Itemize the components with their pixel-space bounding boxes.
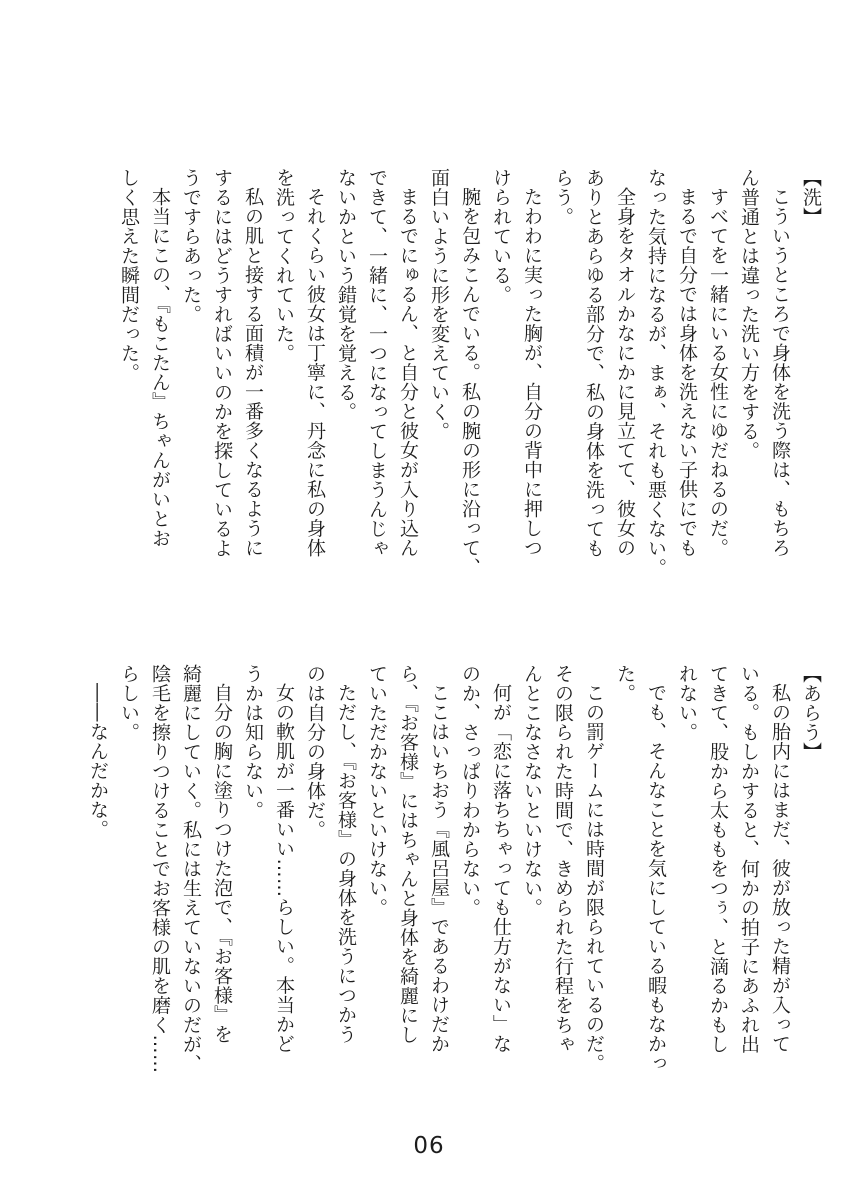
text-column: 自分の胸に塗りつけた泡で、『お客様』を: [211, 683, 233, 1044]
text-column: ないかという錯覚を覚える。: [335, 168, 357, 422]
text-column: ら、『お客様』にはちゃんと身体を綺麗にし: [397, 664, 419, 1045]
text-column: ――なんだかな。: [87, 683, 109, 839]
section-arau: [82, 664, 826, 1116]
text-column: うかは知らない。: [242, 664, 264, 820]
text-column: うですらあった。: [180, 168, 202, 324]
text-column: この罰ゲームには時間が限られているのだ。: [583, 683, 605, 1073]
text-column: ここはいちおう『風呂屋』であるわけだか: [428, 683, 450, 1054]
text-column: しく思えた瞬間だった。: [118, 168, 140, 383]
text-column: 綺麗にしていく。私には生えていないのだが、: [180, 664, 202, 1074]
text-column: たわわに実った胸が、自分の背中に押しつ: [521, 187, 543, 558]
text-column: のか、さっぱりわからない。: [459, 664, 481, 918]
text-column: 陰毛を擦りつけることでお客様の肌を磨く……: [149, 664, 171, 1074]
text-column: ていただかないといけない。: [366, 664, 388, 918]
text-column: すべてを一緒にいる女性にゆだねるのだ。: [707, 187, 729, 558]
text-column: 女の軟肌が一番いい……らしい。本当かど: [273, 683, 295, 1054]
text-column: らう。: [552, 168, 574, 227]
page-number: 06: [413, 1133, 445, 1159]
text-column: ん普通とは違った洗い方をする。: [738, 168, 760, 461]
section-heading: 【洗】: [800, 168, 822, 227]
text-column: その限られた時間で、きめられた行程をちゃ: [552, 664, 574, 1054]
text-column: するにはどうすればいいのかを探しているよ: [211, 168, 233, 558]
text-column: できて、一緒に、一つになってしまうんじゃ: [366, 168, 388, 558]
text-column: 腕を包みこんでいる。私の腕の形に沿って、: [459, 187, 481, 577]
section-heading: 【あらう】: [800, 664, 822, 762]
text-column: なった気持になるが、まぁ、それも悪くない。: [645, 168, 667, 578]
text-column: た。: [614, 664, 636, 703]
text-column: ただし、『お客様』の身体を洗うにつかう: [335, 683, 357, 1044]
text-column: 私の胎内にはまだ、彼が放った精が入って: [769, 683, 791, 1054]
text-column: れない。: [676, 664, 698, 742]
text-column: を洗ってくれていた。: [273, 168, 295, 363]
text-column: まるで自分では身体を洗えない子供にでも: [676, 187, 698, 558]
text-column: てきて、股から太ももをつぅ、と滴るかもし: [707, 664, 729, 1054]
text-column: でも、そんなことを気にしている暇もなかっ: [645, 683, 667, 1073]
text-column: けられている。: [490, 168, 512, 305]
text-column: まるでにゅるん、と自分と彼女が入り込ん: [397, 187, 419, 558]
text-column: んとこなさないといけない。: [521, 664, 543, 918]
text-column: 本当にこの、『もこたん』ちゃんがいとお: [149, 187, 171, 548]
text-column: ありとあらゆる部分で、私の身体を洗っても: [583, 168, 605, 558]
text-column: 面白いように形を変えていく。: [428, 168, 450, 441]
text-column: 私の肌と接する面積が一番多くなるように: [242, 187, 264, 558]
text-column: のは自分の身体だ。: [304, 664, 326, 840]
text-column: こういうところで身体を洗う際は、もちろ: [769, 187, 791, 558]
section-wash: [113, 168, 826, 600]
text-column: いる。もしかすると、何かの拍子にあふれ出: [738, 664, 760, 1054]
text-column: 何が「恋に落ちちゃっても仕方がない」な: [490, 683, 512, 1054]
text-column: らしい。: [118, 664, 140, 742]
text-column: 全身をタオルかなにかに見立てて、彼女の: [614, 187, 636, 558]
text-column: それくらい彼女は丁寧に、丹念に私の身体: [304, 187, 326, 558]
